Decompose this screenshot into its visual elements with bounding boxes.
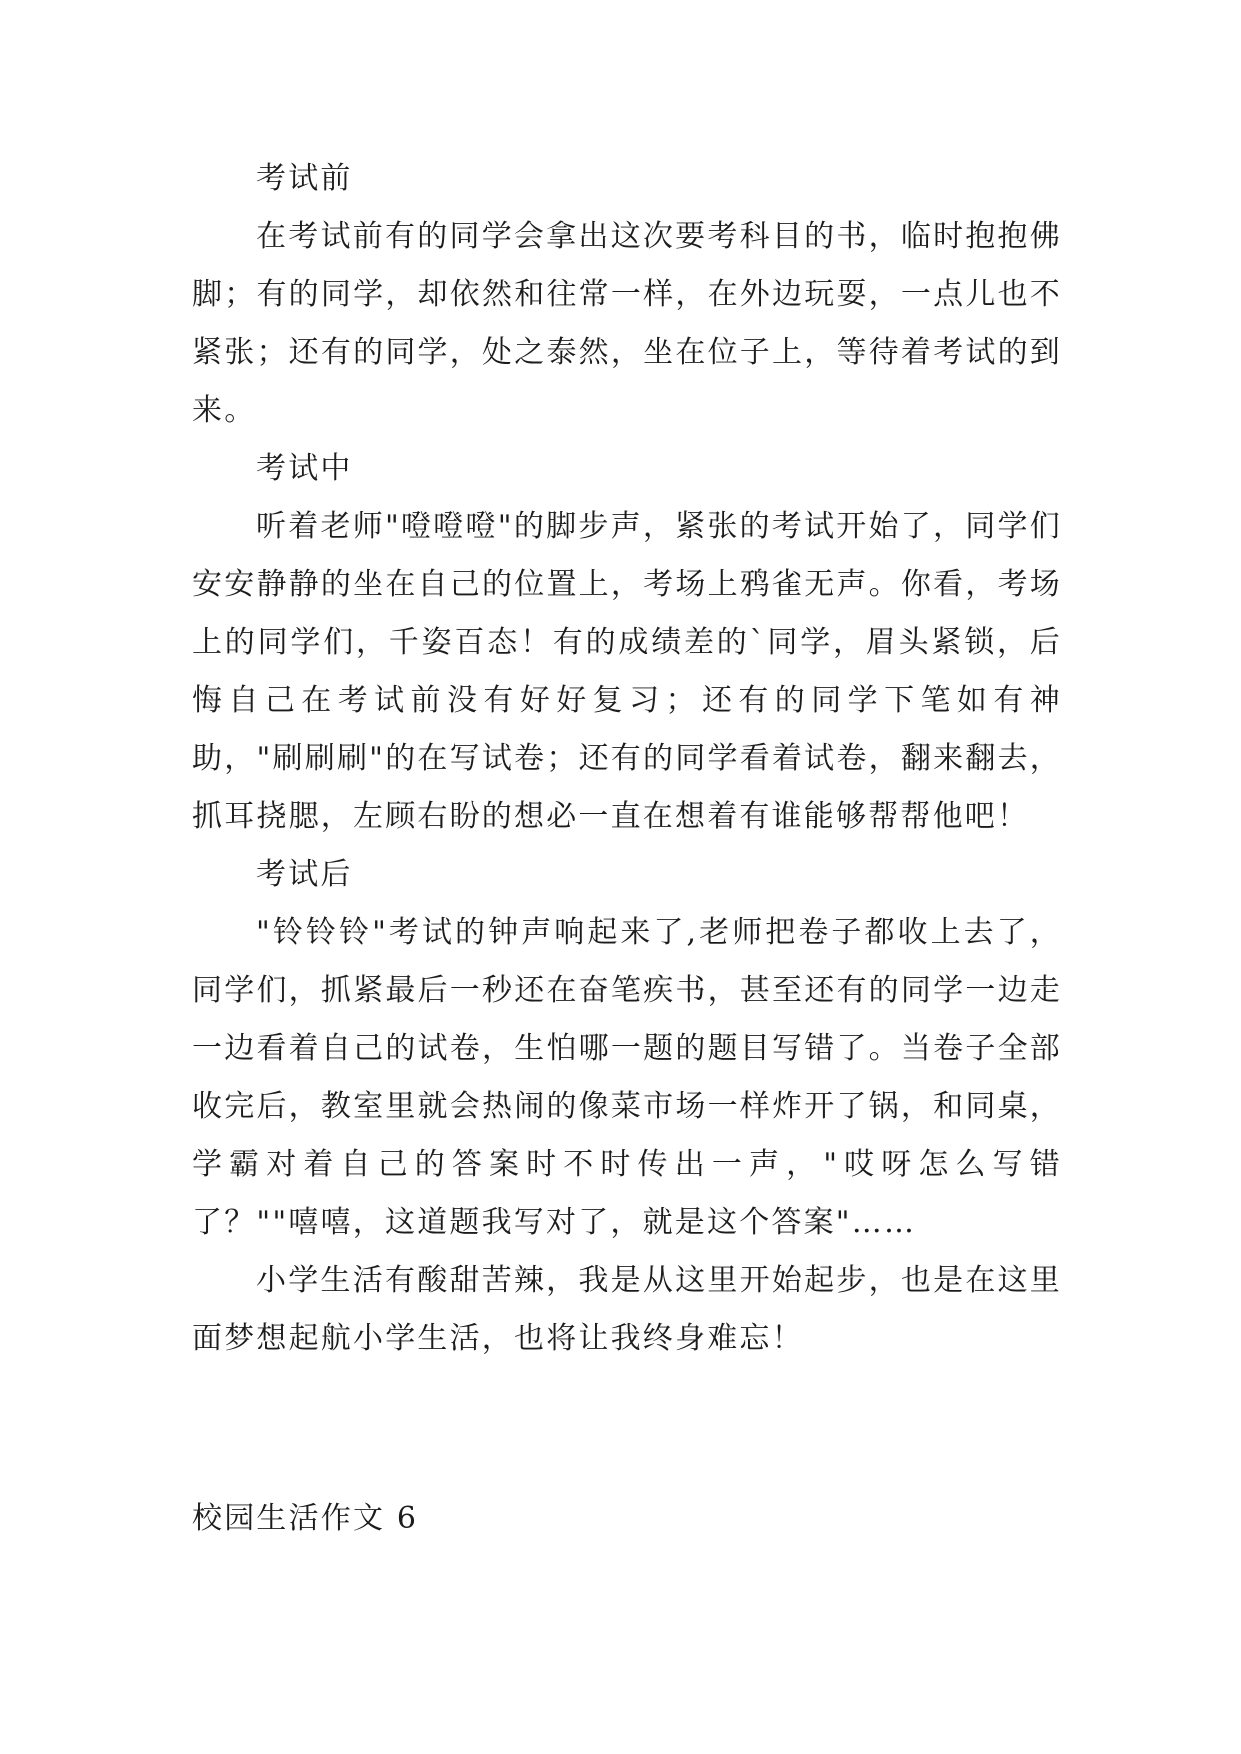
- next-essay-heading: 校园生活作文 6: [192, 1501, 419, 1536]
- paragraph-before-exam: 在考试前有的同学会拿出这次要考科目的书，临时抱抱佛脚；有的同学，却依然和往常一样，在外边玩耍，一点儿也不紧张；还有的同学，处之泰然，坐在位子上，等待着考试的到来。: [192, 219, 1062, 428]
- paragraph-during-exam: 听着老师"噔噔噔"的脚步声，紧张的考试开始了，同学们安安静静的坐在自己的位置上，考场上鸦雀无声。你看，考场上的同学们，千姿百态！有的成绩差的`同学，眉头紧锁，后悔自己在考试前没有好好复习；还有的同学下笔如有神助，"刷刷刷"的在写试卷；还有的同学看着试卷，翻来翻去，抓耳挠腮，左顾右盼的想必一直在想着有谁能够帮帮他吧！: [192, 509, 1062, 834]
- paragraph-conclusion: 小学生活有酸甜苦辣，我是从这里开始起步，也是在这里面梦想起航小学生活，也将让我终身难忘！: [192, 1263, 1062, 1356]
- section-title-during-exam: 考试中: [256, 451, 353, 486]
- paragraph-after-exam: "铃铃铃"考试的钟声响起来了,老师把卷子都收上去了，同学们，抓紧最后一秒还在奋笔疾书，甚至还有的同学一边走一边看着自己的试卷，生怕哪一题的题目写错了。当卷子全部收完后，教室里就会热闹的像菜市场一样炸开了锅，和同桌，学霸对着自己的答案时不时传出一声，"哎呀怎么写错了？""嘻嘻，这道题我写对了，就是这个答案"……: [192, 915, 1062, 1240]
- document-body: [192, 150, 1062, 1368]
- section-title-before-exam: 考试前: [256, 161, 353, 196]
- section-title-after-exam: 考试后: [256, 857, 353, 892]
